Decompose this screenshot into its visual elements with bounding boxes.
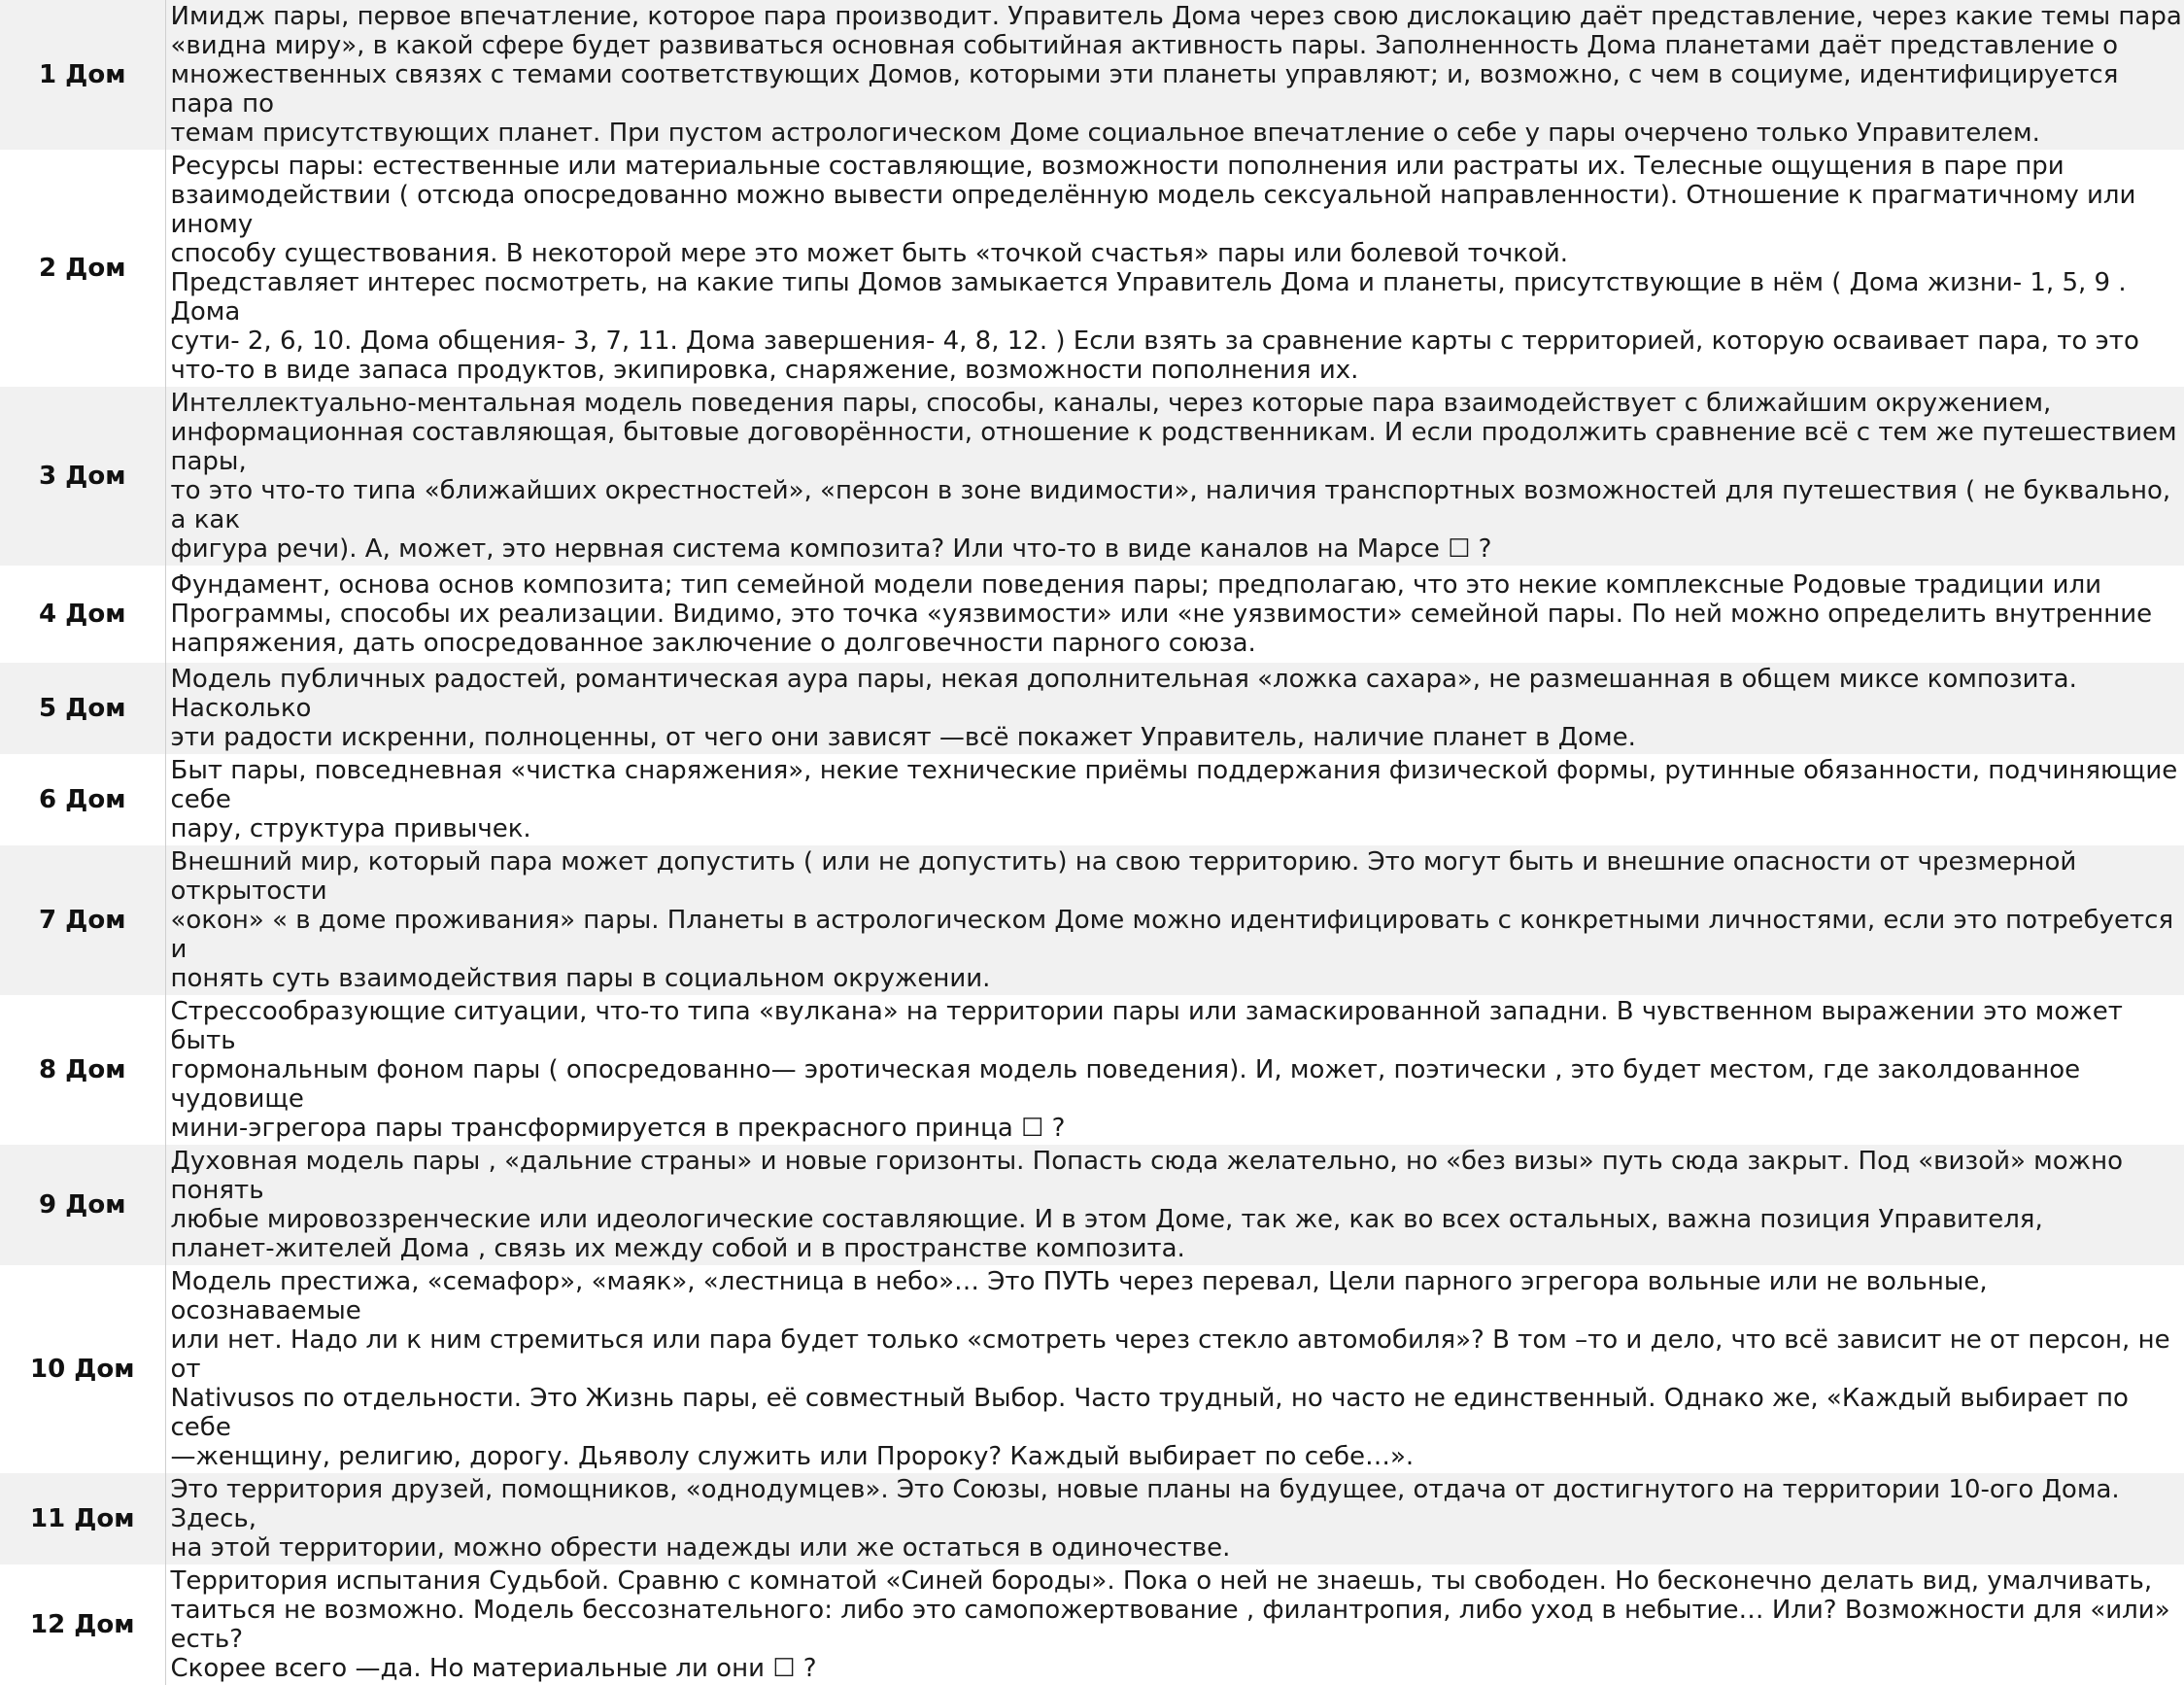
house-label: 1 Дом	[0, 0, 165, 150]
house-description: Стрессообразующие ситуации, что-то типа «вулкана» на территории пары или замаскированной западни. В чувственном выражении это может быть гормональным фоном пары ( опосредованно— эротическая модель поведения). И, может, поэтически , это будет местом, где заколдованное чудовище мини-эгрегора пары трансформируется в прекрасного принца ☐ ?	[165, 995, 2184, 1145]
house-label: 2 Дом	[0, 150, 165, 387]
house-description: Внешний мир, который пара может допустить ( или не допустить) на свою территорию. Это могут быть и внешние опасности от чрезмерной открытости «окон» « в доме проживания» пары. Планеты в астрологическом Доме можно идентифицировать с конкретными личностями, если это потребуется и понять суть взаимодействия пары в социальном окружении.	[165, 845, 2184, 995]
house-label: 10 Дом	[0, 1265, 165, 1473]
house-description: Территория испытания Судьбой. Сравню с комнатой «Синей бороды». Пока о ней не знаешь, ты свободен. Но бесконечно делать вид, умалчивать, таиться не возможно. Модель бессознательного: либо это самопожертвование , филантропия, либо уход в небытие… Или? Возможности для «или» есть? Скорее всего —да. Но материальные ли они ☐ ?	[165, 1565, 2184, 1685]
house-row-4	[0, 566, 2184, 663]
house-label: 12 Дом	[0, 1565, 165, 1685]
house-row-5	[0, 663, 2184, 754]
house-row-10	[0, 1265, 2184, 1473]
house-label: 5 Дом	[0, 663, 165, 754]
house-description: Это территория друзей, помощников, «однодумцев». Это Союзы, новые планы на будущее, отдача от достигнутого на территории 10-огo Дома. Здесь, на этой территории, можно обрести надежды или же остаться в одиночестве.	[165, 1473, 2184, 1565]
house-label: 4 Дом	[0, 566, 165, 663]
house-label: 3 Дом	[0, 387, 165, 566]
house-description: Быт пары, повседневная «чистка снаряжения», некие технические приёмы поддержания физической формы, рутинные обязанности, подчиняющие себе пару, структура привычек.	[165, 754, 2184, 845]
house-label: 9 Дом	[0, 1145, 165, 1265]
house-description: Модель престижа, «семафор», «маяк», «лестница в небо»… Это ПУТЬ через перевал, Цели парного эгрегора вольные или не вольные, осознаваемые или нет. Надо ли к ним стремиться или пара будет только «смотреть через стекло автомобиля»? В том –то и дело, что всё зависит не от персон, не от Nativusos по отдельности. Это Жизнь пары, её совместный Выбор. Часто трудный, но часто не единственный. Однако же, «Каждый выбирает по себе —женщину, религию, дорогу. Дьяволу служить или Пророку? Каждый выбирает по себе…».	[165, 1265, 2184, 1473]
house-label: 7 Дом	[0, 845, 165, 995]
house-row-2	[0, 150, 2184, 387]
house-description: Ресурсы пары: естественные или материальные составляющие, возможности пополнения или растраты их. Телесные ощущения в паре при взаимодействии ( отсюда опосредованно можно вывести определённую модель сексуальной направленности). Отношение к прагматичному или иному способу существования. В некоторой мере это может быть «точкой счастья» пары или болевой точкой. Представляет интерес посмотреть, на какие типы Домов замыкается Управитель Дома и планеты, присутствующие в нём ( Дома жизни- 1, 5, 9 . Дома сути- 2, 6, 10. Дома общения- 3, 7, 11. Дома завершения- 4, 8, 12. ) Если взять за сравнение карты с территорией, которую осваивает пара, то это что-то в виде запаса продуктов, экипировка, снаряжение, возможности пополнения их.	[165, 150, 2184, 387]
house-description: Модель публичных радостей, романтическая аура пары, некая дополнительная «ложка сахара», не размешанная в общем миксе композита. Насколько эти радости искренни, полноценны, от чего они зависят —всё покажет Управитель, наличие планет в Доме.	[165, 663, 2184, 754]
house-description: Фундамент, основа основ композита; тип семейной модели поведения пары; предполагаю, что это некие комплексные Родовые традиции или Программы, способы их реализации. Видимо, это точка «уязвимости» или «не уязвимости» семейной пары. По ней можно определить внутренние напряжения, дать опосредованное заключение о долговечности парного союза.	[165, 566, 2184, 663]
house-description: Интеллектуально-ментальная модель поведения пары, способы, каналы, через которые пара взаимодействует с ближайшим окружением, информационная составляющая, бытовые договорённости, отношение к родственникам. И если продолжить сравнение всё с тем же путешествием пары, то это что-то типа «ближайших окрестностей», «персон в зоне видимости», наличия транспортных возможностей для путешествия ( не буквально, а как фигура речи). А, может, это нервная система композита? Или что-то в виде каналов на Марсе ☐ ?	[165, 387, 2184, 566]
house-label: 11 Дом	[0, 1473, 165, 1565]
house-label: 6 Дом	[0, 754, 165, 845]
house-description: Духовная модель пары , «дальние страны» и новые горизонты. Попасть сюда желательно, но «без визы» путь сюда закрыт. Под «визой» можно понять любые мировоззренческие или идеологические составляющие. И в этом Доме, так же, как во всех остальных, важна позиция Управителя, планет-жителей Дома , связь их между собой и в пространстве композита.	[165, 1145, 2184, 1265]
house-label: 8 Дом	[0, 995, 165, 1145]
house-row-11	[0, 1473, 2184, 1565]
house-row-6	[0, 754, 2184, 845]
house-description: Имидж пары, первое впечатление, которое пара производит. Управитель Дома через свою дислокацию даёт представление, через какие темы пара «видна миру», в какой сфере будет развиваться основная событийная активность пары. Заполненность Дома планетами даёт представление о множественных связях с темами соответствующих Домов, которыми эти планеты управляют; и, возможно, с чем в социуме, идентифицируется пара по темам присутствующих планет. При пустом астрологическом Доме социальное впечатление о себе у пары очерчено только Управителем.	[165, 0, 2184, 150]
house-row-12	[0, 1565, 2184, 1685]
house-row-9	[0, 1145, 2184, 1265]
house-row-3	[0, 387, 2184, 566]
house-row-1	[0, 0, 2184, 150]
house-row-8	[0, 995, 2184, 1145]
house-row-7	[0, 845, 2184, 995]
